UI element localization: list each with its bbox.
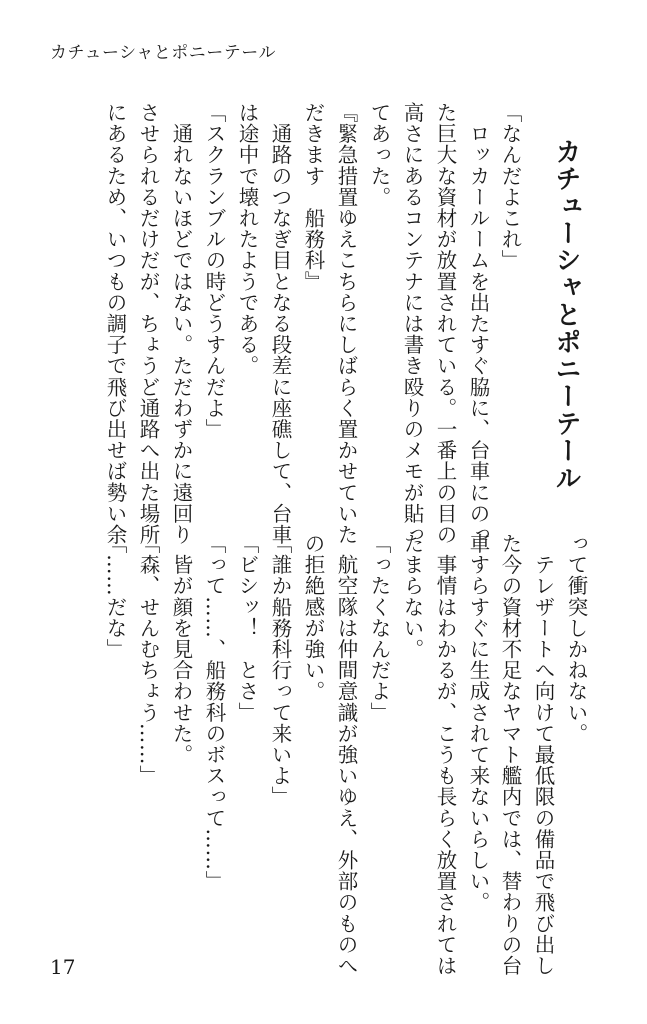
text-column: にあるため、いつもの調子で飛び出せば勢い余 (103, 102, 127, 546)
text-column: ロッカールームを出たすぐ脇に、台車にのっ (466, 102, 490, 546)
text-column: は途中で壊れたようである。 (235, 102, 259, 377)
text-column: た巨大な資材が放置されている。一番上の目の (433, 102, 457, 546)
text-column: 「森、せんむちょう……」 (136, 533, 160, 787)
text-column: 通れないほどではない。ただわずかに遠回り (169, 102, 193, 546)
text-column: た今の資材不足なヤマト艦内では、替わりの台 (498, 533, 522, 977)
text-column: 「誰か船務科行って来いよ」 (268, 533, 292, 808)
text-column: の拒絶感が強い。 (301, 533, 325, 702)
text-column: テレザートへ向けて最低限の備品で飛び出し (531, 533, 555, 977)
chapter-title: カチューシャとポニーテール (551, 138, 581, 492)
text-column: 「ビシッ！ とさ」 (235, 533, 259, 723)
text-column: 『緊急措置ゆえこちらにしばらく置かせていた (334, 102, 358, 546)
text-column: って衝突しかねない。 (564, 533, 588, 744)
text-column: 高さにあるコンテナには書き殴りのメモが貼っ (400, 102, 424, 546)
text-column: 航空隊は仲間意識が強いゆえ、外部のものへ (334, 533, 358, 977)
page-number: 17 (50, 955, 76, 979)
text-column: 「って……、船務科のボスって……」 (202, 533, 226, 892)
text-column: 車すらすぐに生成されて来ないらしい。 (466, 533, 490, 913)
text-column: させられるだけだが、ちょうど通路へ出た場所 (136, 102, 160, 546)
text-column: たまらない。 (400, 533, 424, 660)
text-column: だきます 船務科』 (301, 102, 325, 292)
text-column: 通路のつなぎ目となる段差に座礁して、台車 (268, 102, 292, 546)
text-column: 皆が顔を見合わせた。 (169, 533, 193, 766)
text-column: 「なんだよこれ」 (498, 102, 522, 271)
text-column: 「ったくなんだよ」 (367, 533, 391, 723)
running-head: カチューシャとポニーテール (50, 43, 276, 63)
text-column: 事情はわかるが、こうも長らく放置されては (433, 533, 457, 977)
text-column: 「スクランブルの時どうすんだよ」 (202, 102, 226, 440)
text-column: てあった。 (367, 102, 391, 208)
text-column: 「……だな」 (103, 533, 127, 660)
